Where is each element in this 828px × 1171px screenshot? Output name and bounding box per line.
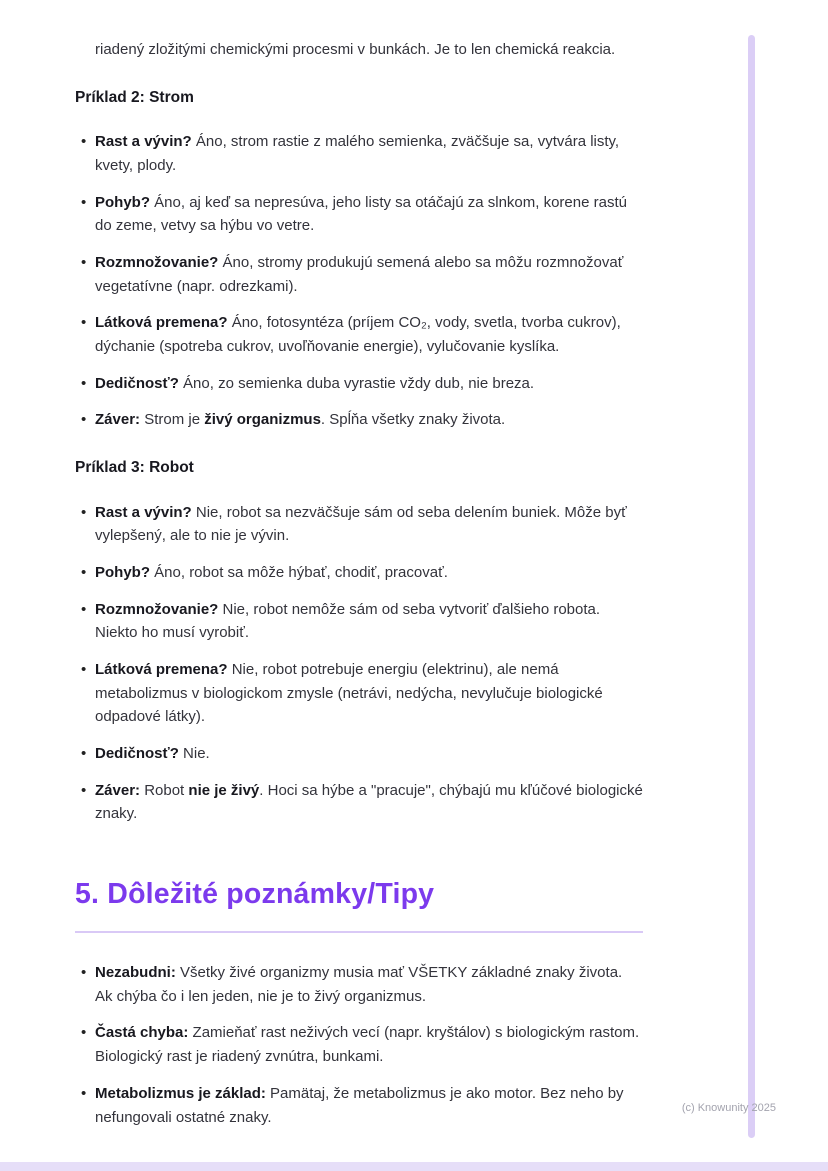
list-item: [95, 372, 643, 396]
item-text: . Spĺňa všetky znaky života.: [320, 411, 506, 429]
heading-divider: [75, 931, 643, 933]
item-text: Áno, zo semienka duba vyrastie vždy dub, nie breza.: [178, 374, 535, 392]
item-lead: Dedičnosť?: [95, 745, 179, 763]
scrollbar-thumb[interactable]: [748, 35, 755, 1138]
item-lead: Dedičnosť?: [95, 374, 179, 392]
list-item: [95, 1021, 643, 1068]
item-text: Nie, robot potrebuje energiu (elektrinu), ale nemá metabolizmus v biologickom zmysle (netrávi, nedýcha, nevylučuje biologické odpadové látky).: [95, 660, 603, 726]
item-lead: Nezabudni:: [95, 964, 176, 982]
item-text: Áno, strom rastie z malého semienka, zväčšuje sa, vytvára listy, kvety, plody.: [95, 133, 620, 174]
item-lead: Záver:: [95, 411, 141, 429]
list-item: [95, 251, 643, 298]
item-text: Robot: [140, 781, 189, 799]
list-item-conclusion: [95, 408, 643, 432]
list-item: [95, 742, 643, 766]
item-lead: Rozmnožovanie?: [95, 600, 219, 618]
section-heading-priklad-3: Príklad 3: Robot: [75, 459, 194, 477]
item-text: Áno, robot sa môže hýbať, chodiť, pracovať.: [150, 563, 448, 581]
list-item: [95, 658, 643, 729]
list-item: [95, 130, 643, 177]
item-lead: Záver:: [95, 781, 141, 799]
item-emphasis: živý organizmus: [204, 411, 321, 429]
item-lead: Častá chyba:: [95, 1024, 189, 1042]
item-text: Nie.: [178, 745, 210, 763]
bullet-list-priklad-2: [75, 130, 643, 432]
item-emphasis: nie je živý: [188, 781, 260, 799]
bullet-list-priklad-3: [75, 501, 643, 827]
list-item: [95, 501, 643, 548]
item-lead: Pohyb?: [95, 563, 150, 581]
item-lead: Rast a vývin?: [95, 503, 192, 521]
page-gap-strip: [0, 1162, 828, 1171]
bullet-list-tips: [75, 961, 643, 1129]
list-item: [95, 598, 643, 645]
item-lead: Rozmnožovanie?: [95, 253, 219, 271]
list-item: [95, 1082, 643, 1129]
item-text: Nie, robot nemôže sám od seba vytvoriť ďalšieho robota. Niekto ho musí vyrobiť.: [95, 600, 601, 642]
page-title-tips: 5. Dôležité poznámky/Tipy: [75, 878, 435, 911]
section-heading-priklad-2: Príklad 2: Strom: [75, 88, 194, 106]
item-lead: Metabolizmus je základ:: [95, 1084, 266, 1102]
list-item: [95, 961, 643, 1008]
list-item: [95, 311, 643, 358]
item-text: Áno, aj keď sa nepresúva, jeho listy sa otáčajú za slnkom, korene rastú do zeme, vetvy sa hýbu vo vetre.: [95, 193, 627, 235]
list-item: [95, 561, 643, 585]
item-lead: Rast a vývin?: [95, 133, 192, 151]
item-text: Áno, fotosyntéza (príjem CO₂, vody, svetla, tvorba cukrov), dýchanie (spotreba cukrov, uvoľňovanie energie), vylučovanie kyslíka.: [95, 314, 621, 355]
item-text: Všetky živé organizmy musia mať VŠETKY základné znaky života. Ak chýba čo i len jeden, nie je to živý organizmus.: [95, 964, 623, 1005]
item-lead: Látková premena?: [95, 314, 228, 332]
intro-paragraph: riadený zložitými chemickými procesmi v bunkách. Je to len chemická reakcia.: [95, 41, 616, 58]
item-text: Nie, robot sa nezväčšuje sám od seba delením buniek. Môže byť vylepšený, ale to nie je vývin.: [95, 503, 627, 545]
item-text: Pamätaj, že metabolizmus je ako motor. Bez neho by nefungovali ostatné znaky.: [95, 1084, 624, 1126]
list-item: [95, 191, 643, 238]
item-text: Strom je: [140, 411, 205, 429]
document-content: [75, 38, 643, 1129]
item-lead: Látková premena?: [95, 660, 228, 678]
copyright-watermark: (c) Knowunity 2025: [681, 1102, 776, 1114]
list-item-conclusion: [95, 779, 643, 826]
item-lead: Pohyb?: [95, 193, 150, 211]
item-text: Áno, stromy produkujú semená alebo sa môžu rozmnožovať vegetatívne (napr. odrezkami).: [95, 253, 624, 295]
item-text: . Hoci sa hýbe a "pracuje", chýbajú mu kľúčové biologické znaky.: [95, 781, 643, 823]
item-text: Zamieňať rast neživých vecí (napr. kryštálov) s biologickým rastom. Biologický rast je riadený zvnútra, bunkami.: [95, 1024, 640, 1066]
